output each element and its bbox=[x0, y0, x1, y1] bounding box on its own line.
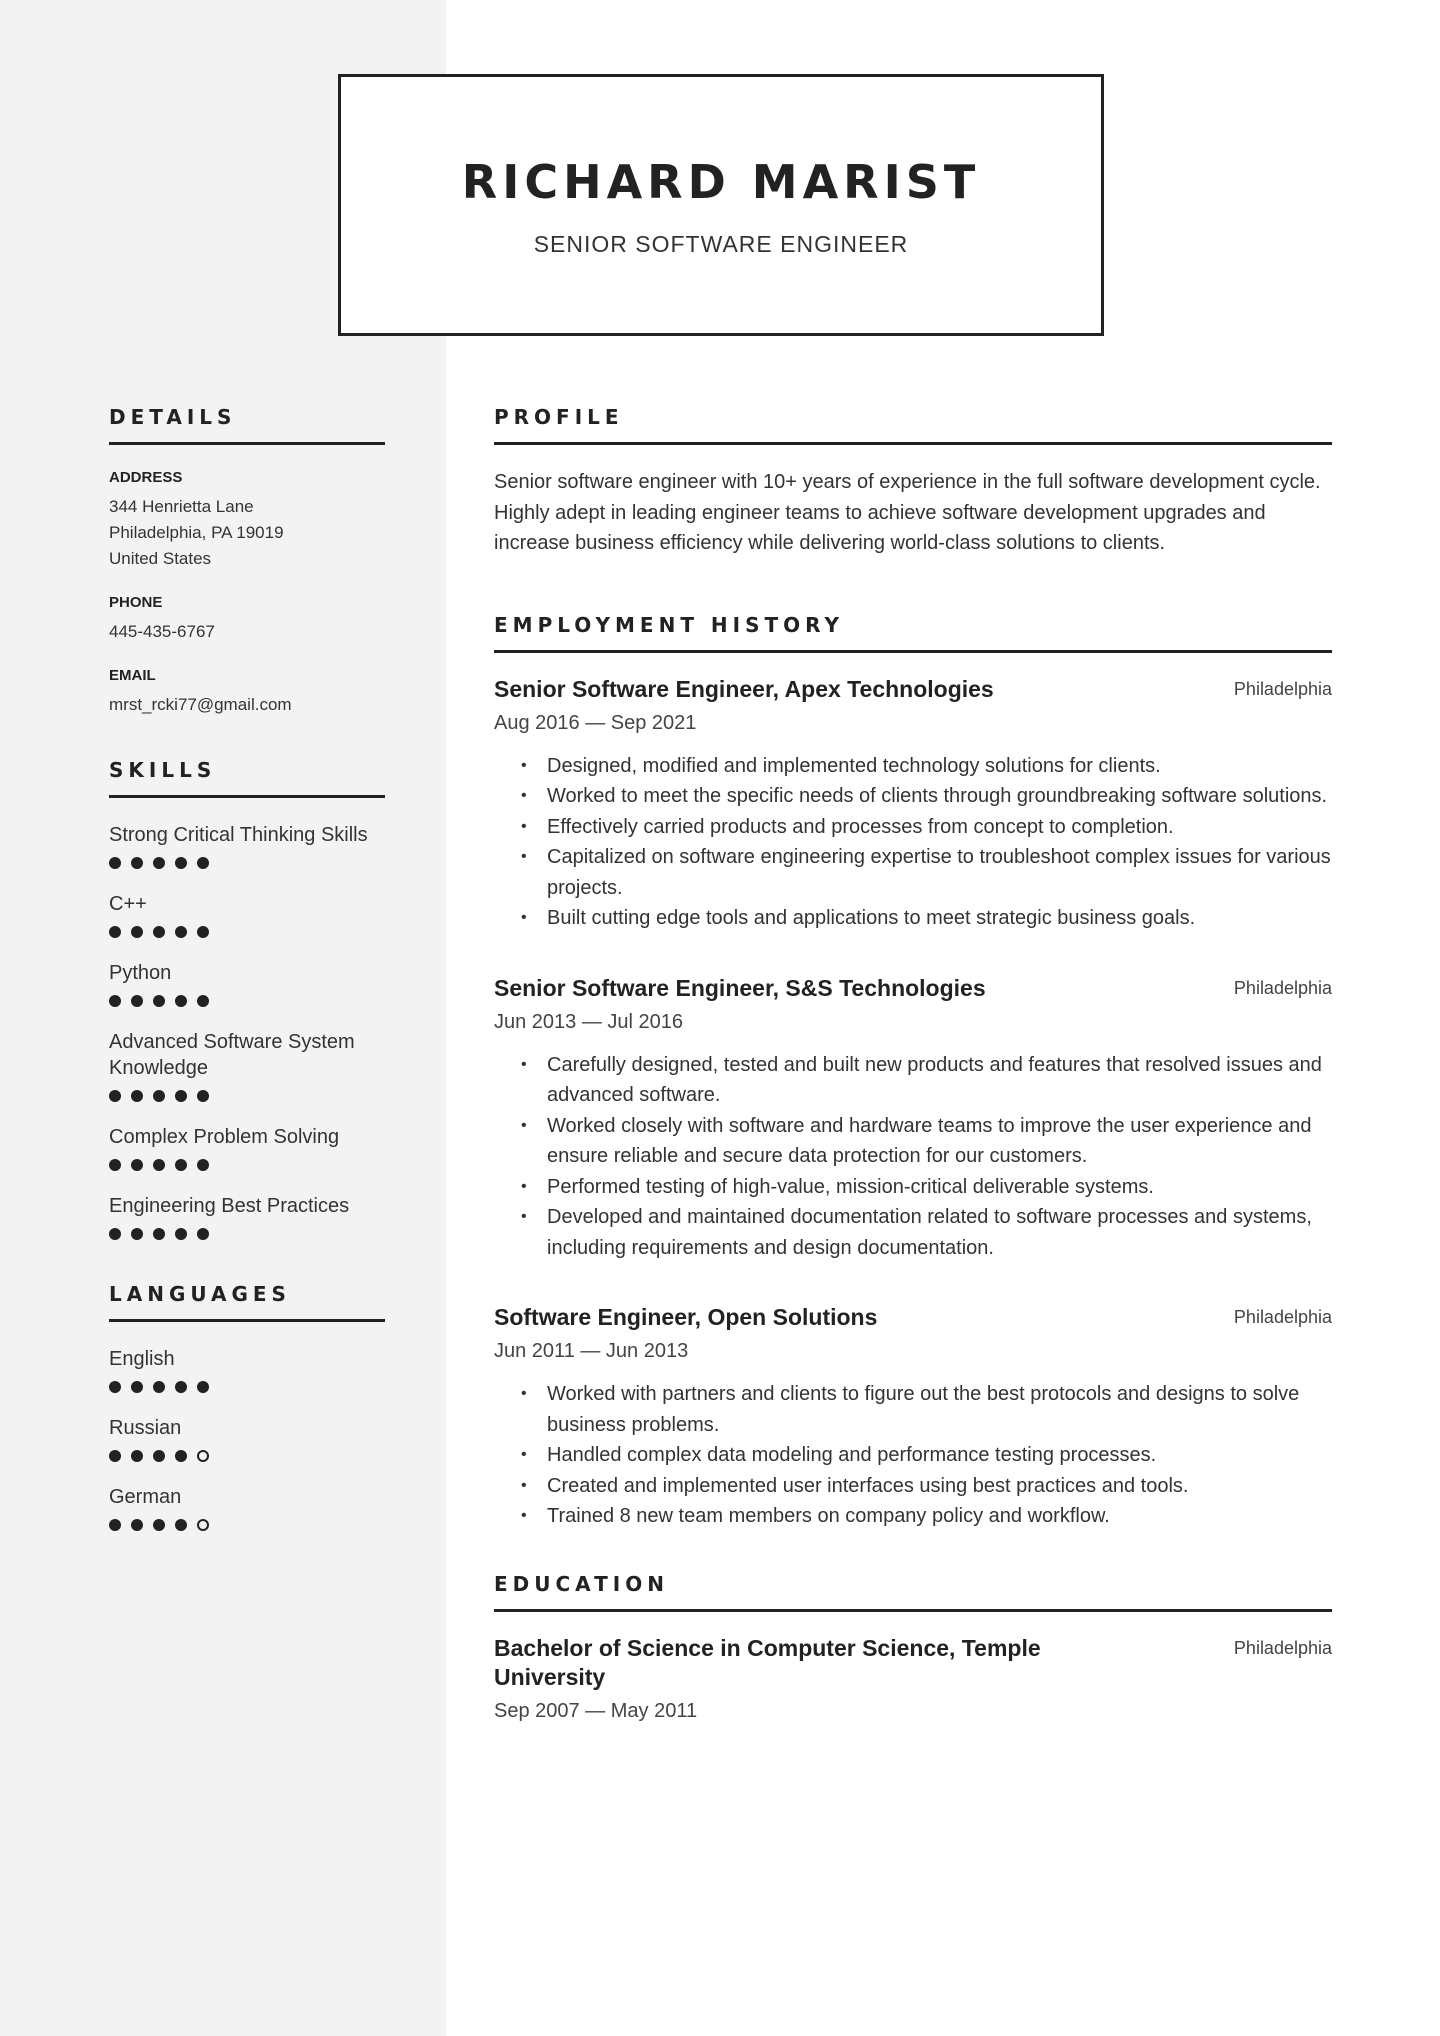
education-entry-header bbox=[494, 1634, 1332, 1692]
rating-dots bbox=[109, 857, 385, 871]
bullet-dot-icon: • bbox=[521, 1476, 527, 1494]
bullet-text: Carefully designed, tested and built new products and features that resolved issues and advanced software. bbox=[547, 1053, 1322, 1106]
bullet-dot-icon: • bbox=[521, 1116, 527, 1134]
rating-dot-filled bbox=[153, 1159, 165, 1171]
language-name: Russian bbox=[109, 1417, 182, 1439]
bullet-text: Handled complex data modeling and performance testing processes. bbox=[547, 1444, 1157, 1466]
rating-dot-empty bbox=[197, 1450, 209, 1462]
bullet-item bbox=[494, 1379, 1332, 1440]
candidate-title: SENIOR SOFTWARE ENGINEER bbox=[533, 231, 909, 257]
rating-dots bbox=[109, 1090, 385, 1104]
rating-dot-filled bbox=[131, 1090, 143, 1102]
rating-dot-filled bbox=[153, 1519, 165, 1531]
rating-dot-filled bbox=[131, 1228, 143, 1240]
rating-dots bbox=[109, 1228, 385, 1242]
bullet-text: Worked closely with software and hardware teams to improve the user experience and ensure reliable and secure data protection for our customers. bbox=[547, 1114, 1312, 1167]
bullet-dot-icon: • bbox=[521, 909, 527, 926]
rating-dots bbox=[109, 995, 385, 1009]
rating-dot-filled bbox=[153, 1381, 165, 1393]
rating-dot-filled bbox=[175, 995, 187, 1007]
rating-dot-filled bbox=[197, 1159, 209, 1171]
bullet-dot-icon: • bbox=[521, 787, 527, 804]
bullet-text: Worked to meet the specific needs of clients through groundbreaking software solutions. bbox=[547, 785, 1328, 807]
rating-dot-filled bbox=[109, 995, 121, 1007]
bullet-text: Created and implemented user interfaces using best practices and tools. bbox=[547, 1474, 1189, 1497]
rating-dot-filled bbox=[197, 857, 209, 869]
skills-heading: SKILLS bbox=[109, 758, 385, 798]
candidate-name: RICHARD MARIST bbox=[461, 155, 981, 209]
address-label: ADDRESS bbox=[109, 469, 183, 486]
bullet-dot-icon: • bbox=[521, 1055, 527, 1073]
bullet-text: Developed and maintained documentation related to software processes and systems, including requirements and design documentation. bbox=[547, 1206, 1312, 1259]
rating-dot-filled bbox=[131, 857, 143, 869]
job-entry bbox=[494, 675, 1332, 934]
skill-name: Strong Critical Thinking Skills bbox=[109, 824, 368, 846]
rating-dot-filled bbox=[175, 1159, 187, 1171]
rating-dot-filled bbox=[109, 1159, 121, 1171]
bullet-dot-icon: • bbox=[521, 1208, 527, 1225]
bullet-item bbox=[494, 812, 1332, 843]
rating-dot-filled bbox=[131, 995, 143, 1007]
rating-dot-filled bbox=[109, 1228, 121, 1240]
rating-dot-filled bbox=[109, 1450, 121, 1462]
profile-heading: PROFILE bbox=[494, 405, 1332, 445]
education-list bbox=[494, 1634, 1332, 1725]
languages-heading: LANGUAGES bbox=[109, 1282, 385, 1322]
rating-dot-filled bbox=[131, 1381, 143, 1393]
languages-list bbox=[109, 1346, 385, 1533]
bullet-item bbox=[494, 1202, 1332, 1263]
language-item bbox=[109, 1484, 385, 1533]
language-name: English bbox=[109, 1348, 175, 1370]
rating-dot-filled bbox=[153, 857, 165, 869]
bullet-item bbox=[494, 1111, 1332, 1172]
bullet-item bbox=[494, 842, 1332, 903]
main-content bbox=[494, 405, 1332, 1779]
job-entry-title: Senior Software Engineer, Apex Technologies bbox=[494, 675, 994, 702]
bullet-text: Performed testing of high-value, mission-critical deliverable systems. bbox=[547, 1175, 1154, 1198]
bullet-item bbox=[494, 1471, 1332, 1502]
skill-item bbox=[109, 1193, 385, 1242]
phone-block bbox=[109, 594, 385, 645]
details-section bbox=[109, 405, 385, 718]
job-entry-dates: Jun 2011 — Jun 2013 bbox=[494, 1340, 689, 1362]
bullet-item bbox=[494, 1440, 1332, 1471]
rating-dot-filled bbox=[109, 1381, 121, 1393]
job-entry-bullets bbox=[494, 1379, 1332, 1532]
details-heading: DETAILS bbox=[109, 405, 385, 445]
email-block bbox=[109, 667, 385, 718]
rating-dot-filled bbox=[197, 1090, 209, 1102]
job-entry-dates: Jun 2013 — Jul 2016 bbox=[494, 1010, 684, 1033]
rating-dot-filled bbox=[175, 1450, 187, 1462]
rating-dot-filled bbox=[153, 1228, 165, 1240]
bullet-dot-icon: • bbox=[521, 1507, 527, 1524]
rating-dot-filled bbox=[131, 1450, 143, 1462]
address-line-3: United States bbox=[109, 549, 212, 568]
language-item bbox=[109, 1415, 385, 1464]
rating-dot-filled bbox=[109, 857, 121, 869]
profile-text: Senior software engineer with 10+ years of experience in the full software development cycle. Highly adept in leading engineer teams to achieve software development upgrades and increase business efficiency while delivering world-class solutions to clients. bbox=[494, 471, 1321, 554]
rating-dot-filled bbox=[153, 995, 165, 1007]
bullet-text: Designed, modified and implemented technology solutions for clients. bbox=[547, 754, 1161, 777]
skill-item bbox=[109, 1029, 385, 1104]
rating-dots bbox=[109, 1159, 385, 1173]
skill-item bbox=[109, 960, 385, 1009]
skills-section bbox=[109, 758, 385, 1242]
sidebar bbox=[109, 405, 385, 1573]
job-entry-bullets bbox=[494, 1050, 1332, 1264]
job-entry-header bbox=[494, 974, 1332, 1003]
education-entry bbox=[494, 1634, 1332, 1725]
address-block bbox=[109, 469, 385, 572]
rating-dot-filled bbox=[175, 1090, 187, 1102]
job-entry-dates: Aug 2016 — Sep 2021 bbox=[494, 711, 697, 734]
phone-label: PHONE bbox=[109, 594, 163, 611]
job-entry bbox=[494, 1303, 1332, 1532]
bullet-dot-icon: • bbox=[521, 848, 527, 865]
rating-dot-filled bbox=[175, 1228, 187, 1240]
rating-dot-filled bbox=[153, 1090, 165, 1102]
rating-dot-filled bbox=[109, 1519, 121, 1531]
job-entry-header bbox=[494, 675, 1332, 704]
bullet-item bbox=[494, 1172, 1332, 1203]
rating-dot-filled bbox=[109, 1090, 121, 1102]
skills-list bbox=[109, 822, 385, 1242]
rating-dot-filled bbox=[131, 1519, 143, 1531]
bullet-text: Effectively carried products and processes from concept to completion. bbox=[547, 815, 1174, 838]
bullet-text: Trained 8 new team members on company policy and workflow. bbox=[547, 1505, 1110, 1527]
rating-dot-filled bbox=[131, 926, 143, 938]
rating-dot-filled bbox=[175, 1381, 187, 1393]
address-line-1: 344 Henrietta Lane bbox=[109, 497, 254, 516]
job-entry-location: Philadelphia bbox=[1233, 1307, 1332, 1327]
job-entry bbox=[494, 974, 1332, 1264]
rating-dot-filled bbox=[197, 1228, 209, 1240]
rating-dots bbox=[109, 1450, 385, 1464]
education-entry-title: Bachelor of Science in Computer Science, Temple University bbox=[494, 1634, 1041, 1690]
bullet-item bbox=[494, 751, 1332, 782]
skill-item bbox=[109, 1124, 385, 1173]
bullet-item bbox=[494, 1501, 1332, 1532]
bullet-text: Capitalized on software engineering expertise to troubleshoot complex issues for various projects. bbox=[547, 846, 1331, 899]
employment-section bbox=[494, 613, 1332, 1532]
bullet-text: Built cutting edge tools and applications to meet strategic business goals. bbox=[547, 907, 1196, 929]
education-entry-location: Philadelphia bbox=[1233, 1637, 1332, 1658]
rating-dot-filled bbox=[197, 1381, 209, 1393]
job-entry-location: Philadelphia bbox=[1233, 977, 1332, 998]
bullet-item bbox=[494, 781, 1332, 812]
name-header-box bbox=[338, 74, 1104, 336]
skill-name: C++ bbox=[109, 893, 147, 915]
language-item bbox=[109, 1346, 385, 1395]
skill-item bbox=[109, 891, 385, 940]
address-line-2: Philadelphia, PA 19019 bbox=[109, 523, 284, 542]
rating-dots bbox=[109, 1381, 385, 1395]
job-entry-location: Philadelphia bbox=[1233, 678, 1332, 699]
rating-dot-filled bbox=[175, 1519, 187, 1531]
skill-item bbox=[109, 822, 385, 871]
rating-dot-filled bbox=[109, 926, 121, 938]
skill-name: Engineering Best Practices bbox=[109, 1195, 350, 1217]
bullet-dot-icon: • bbox=[521, 756, 527, 774]
rating-dots bbox=[109, 926, 385, 940]
rating-dots bbox=[109, 1519, 385, 1533]
rating-dot-filled bbox=[153, 926, 165, 938]
bullet-item bbox=[494, 1050, 1332, 1111]
job-entry-title: Senior Software Engineer, S&S Technologies bbox=[494, 974, 986, 1001]
phone-value: 445-435-6767 bbox=[109, 622, 215, 641]
bullet-item bbox=[494, 903, 1332, 934]
rating-dot-filled bbox=[197, 926, 209, 938]
rating-dot-empty bbox=[197, 1519, 209, 1531]
education-entry-dates: Sep 2007 — May 2011 bbox=[494, 1699, 698, 1722]
rating-dot-filled bbox=[153, 1450, 165, 1462]
language-name: German bbox=[109, 1486, 182, 1508]
job-entry-bullets bbox=[494, 751, 1332, 934]
languages-section bbox=[109, 1282, 385, 1533]
job-entry-title: Software Engineer, Open Solutions bbox=[494, 1304, 878, 1330]
education-section bbox=[494, 1572, 1332, 1725]
email-value: mrst_rcki77@gmail.com bbox=[109, 695, 292, 714]
profile-section bbox=[494, 405, 1332, 559]
skill-name: Complex Problem Solving bbox=[109, 1126, 340, 1148]
bullet-dot-icon: • bbox=[521, 1385, 527, 1402]
rating-dot-filled bbox=[131, 1159, 143, 1171]
skill-name: Python bbox=[109, 962, 172, 984]
email-label: EMAIL bbox=[109, 667, 156, 684]
bullet-dot-icon: • bbox=[521, 1446, 527, 1463]
bullet-text: Worked with partners and clients to figure out the best protocols and designs to solve business problems. bbox=[547, 1383, 1300, 1436]
rating-dot-filled bbox=[175, 857, 187, 869]
education-heading: EDUCATION bbox=[494, 1572, 1332, 1612]
bullet-dot-icon: • bbox=[521, 817, 527, 835]
job-entry-header bbox=[494, 1303, 1332, 1332]
jobs-list bbox=[494, 675, 1332, 1532]
rating-dot-filled bbox=[197, 995, 209, 1007]
rating-dot-filled bbox=[175, 926, 187, 938]
skill-name: Advanced Software System Knowledge bbox=[109, 1031, 355, 1079]
employment-heading: EMPLOYMENT HISTORY bbox=[494, 613, 1332, 653]
bullet-dot-icon: • bbox=[521, 1177, 527, 1195]
